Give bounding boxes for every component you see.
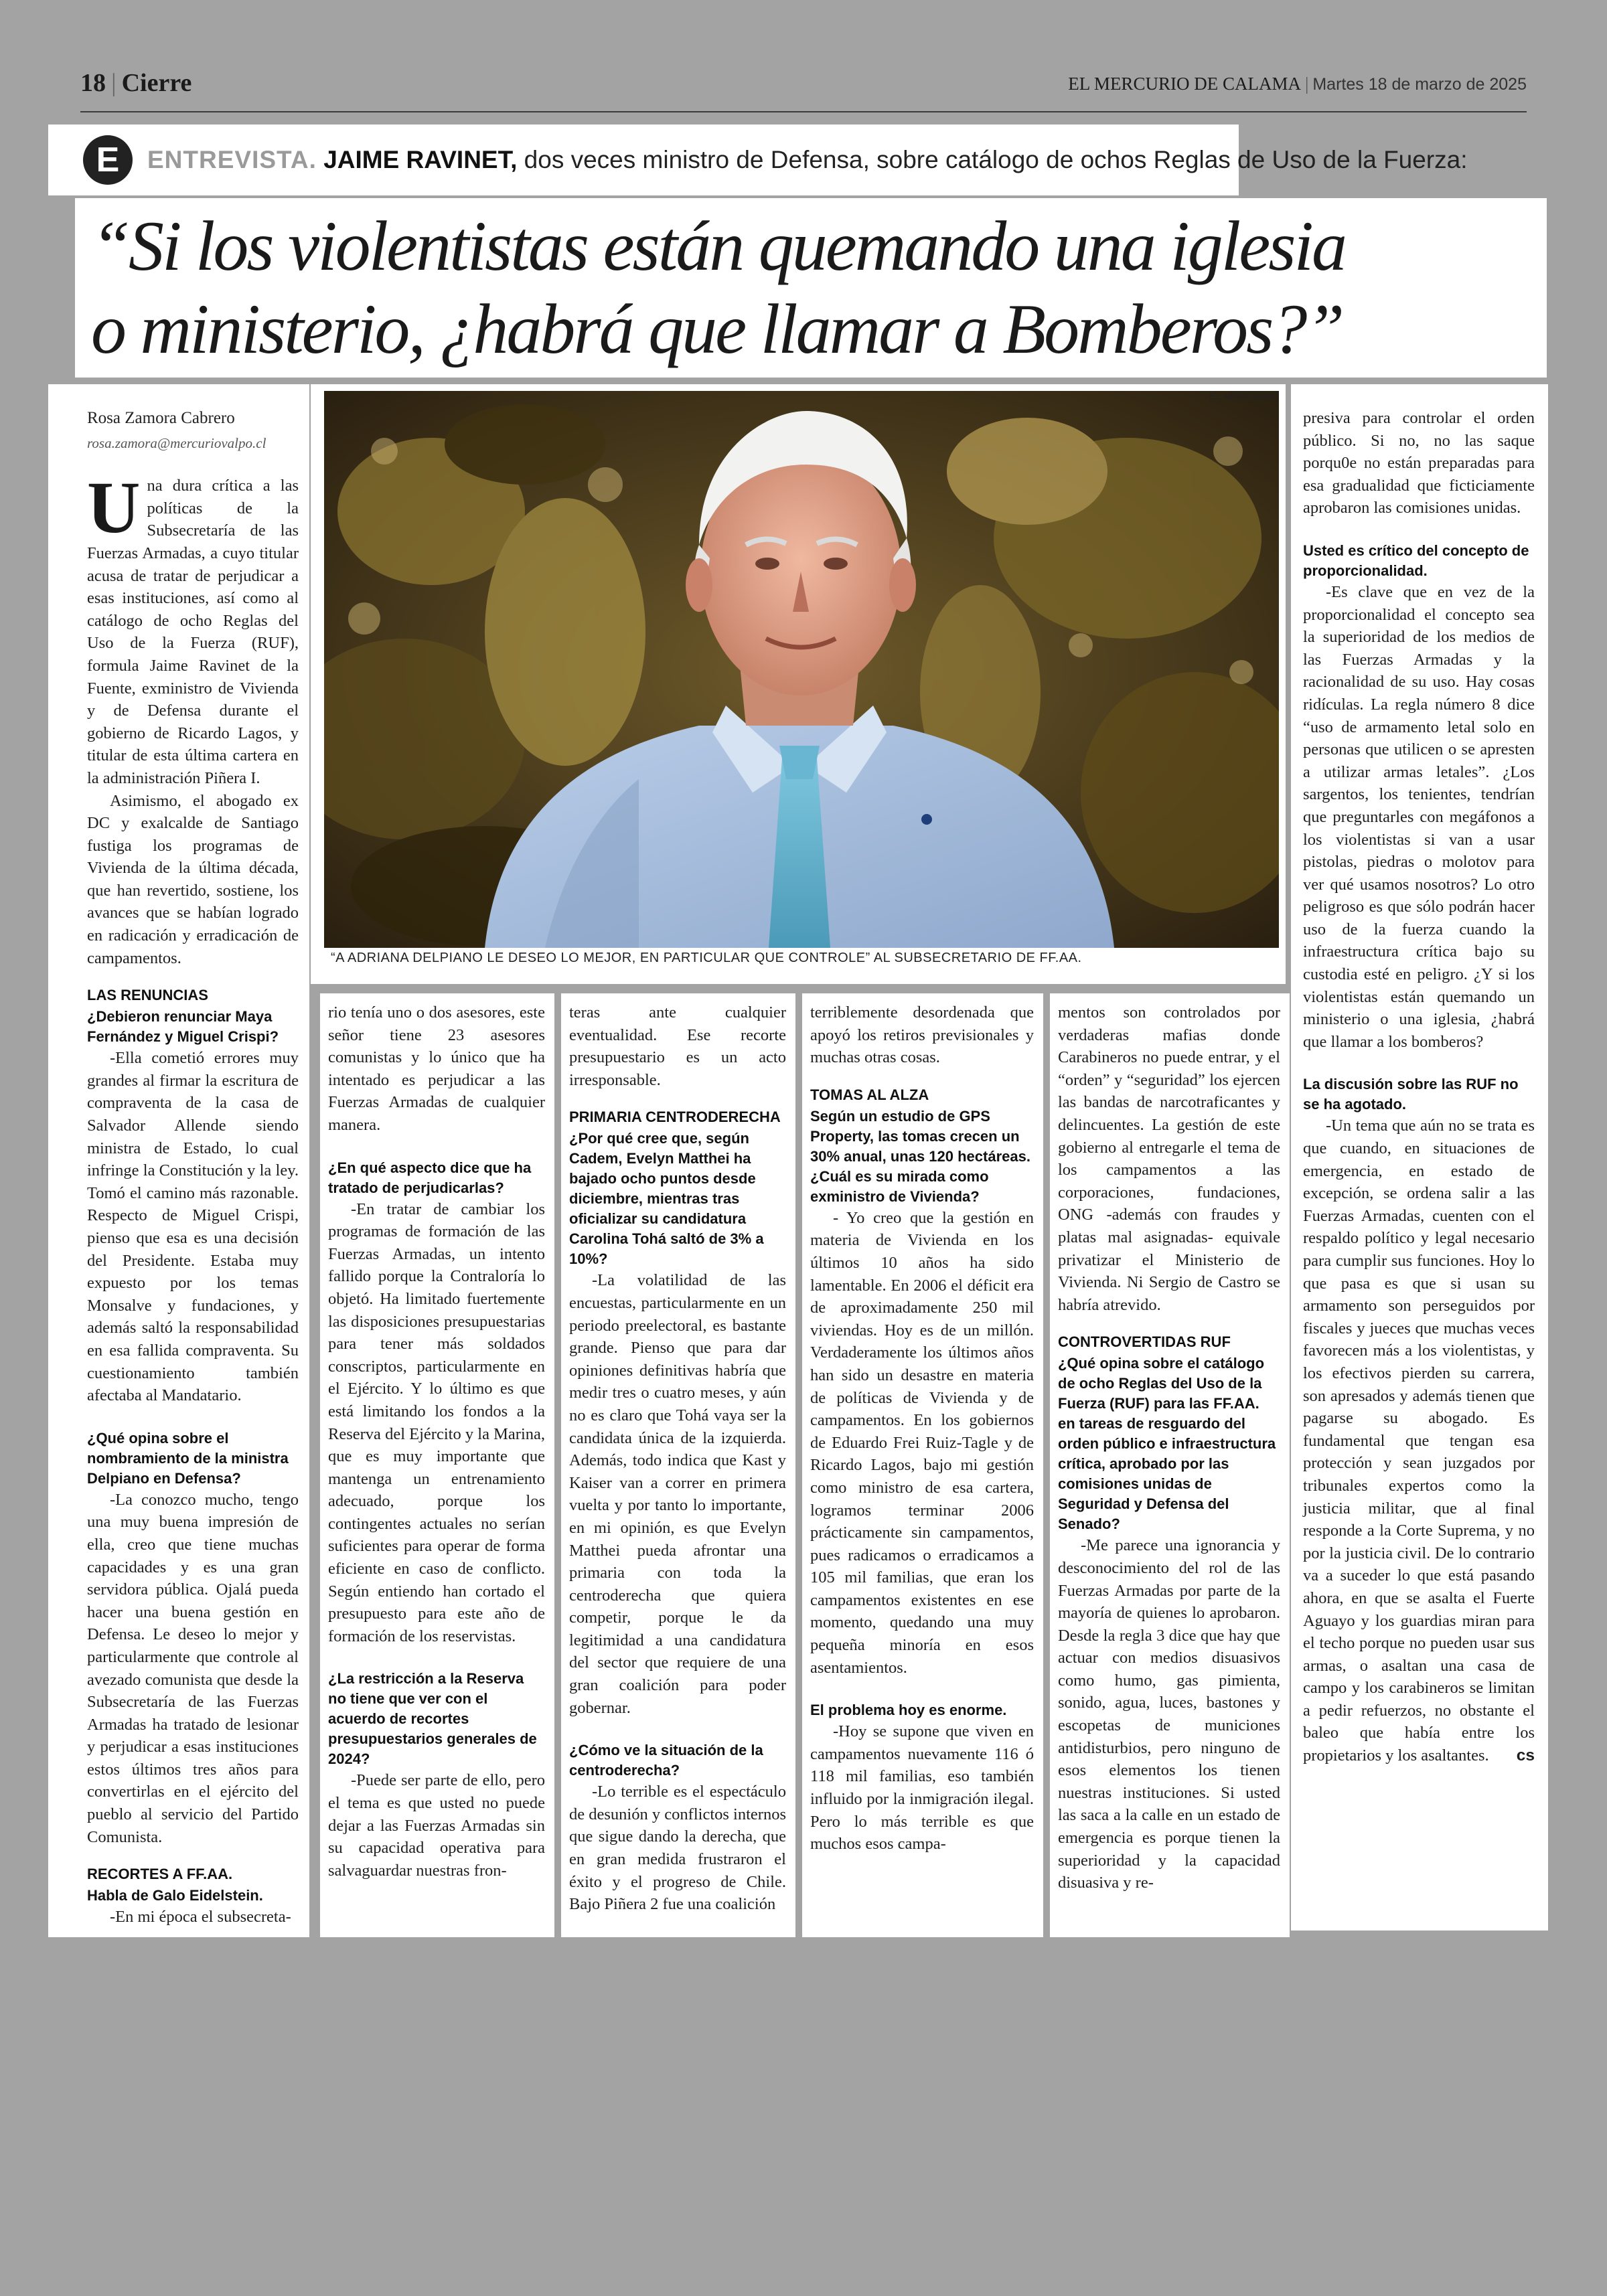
answer: -En tratar de cambiar los programas de formación de las Fuerzas Armadas, un intento fallido porque la Contraloría lo objetó. Ha limitado fuertemente las disposiciones presupuestarias para tener más soldados conscriptos, particularmente en el Ejército. Y lo último es que está limitando los fondos a la Reserva del Ejército y la Marina, que es muy importante que mantenga un entrenamiento adecuado, porque los contingentes actuales no serían suficientes para operar de forma eficiente en caso de conflicto. Según entiendo han cortado el presupuesto para este año de formación de los reservistas.	[328, 1200, 545, 1645]
answer: -Puede ser parte de ello, pero el tema es que usted no puede dejar a las Fuerzas Armadas sin su capacidad operativa para salvaguardar nuestras fron-	[328, 1771, 545, 1880]
paragraph: Asimismo, el abogado ex DC y exalcalde de Santiago fustiga los programas de Vivienda de la última década, que han revertido, sostiene, los avances que se habían logrado en radicación y erradicación de campamentos.	[87, 791, 299, 967]
paragraph: presiva para controlar el orden público. Si no, no las saque porqu0e no están preparadas para esa gradualidad que ficticiamente aprobaron las comisiones unidas.	[1303, 409, 1535, 517]
subheading: LAS RENUNCIAS	[87, 987, 208, 1004]
question: Habla de Galo Eidelstein.	[87, 1887, 263, 1904]
answer-text: -Un tema que aún no se trata es que cuando, en situaciones de emergencia, en estado de excepción, se ordena salir a las Fuerzas Armadas, cuenten con el respaldo político y legal necesario para cumplir sus funciones. Hoy lo que pasa es que si usan su armamento son perseguidos por fiscales y jueces que muchas veces favorecen más a los violentistas, y los efectivos pierden su carrera, son apresados y además tienen que pagarse su abogado. Es fundamental que tengan esa protección y sean juzgados por tribunales expertos como la justicia militar, que al final responde a la Corte Suprema, y no por la justicia civil. De lo contrario va a suceder lo que está pasando ahora, en que se asalta el Fuerte Aguayo y los guardias miran para el techo porque no pueden usar sus armas, o asaltan una casa de campo y los carabineros se limitan a pedir refuerzos, no obstante el baleo que había entre los propietarios y los asaltantes.	[1303, 1117, 1535, 1765]
column-1	[48, 384, 309, 1937]
subheading: TOMAS AL ALZA	[810, 1086, 929, 1103]
answer: -Hoy se supone que viven en campamentos nuevamente 116 ó 118 mil familias, eso también influido por la inmigración ilegal. Pero lo más terrible es que muchos esos campa-	[810, 1722, 1034, 1854]
interview-badge-icon: E	[83, 135, 133, 185]
answer: -Lo terrible es el espectáculo de desunión y conflictos internos que sigue dando la derecha, que en gran medida frustraron el éxito y el progreso de Chile. Bajo Piñera 2 fue una coalición	[569, 1783, 786, 1914]
question: ¿Qué opina sobre el catálogo de ocho Reglas del Uso de la Fuerza (RUF) para las FF.AA. en tareas de resguardo del orden público e infraestructura crítica, aprobado por las comisiones unidas de Seguridad y Defensa del Senado?	[1058, 1355, 1276, 1533]
kicker-interviewee: JAIME RAVINET,	[323, 146, 518, 173]
end-mark-icon: cs	[1516, 1746, 1535, 1765]
question: ¿Cómo ve la situación de la centroderecha?	[569, 1742, 763, 1779]
kicker-text	[147, 146, 1468, 174]
paragraph: rio tenía uno o dos asesores, este señor tiene 23 asesores comunistas y lo único que ha intentado es perjudicar a las Fuerzas Armadas de cualquier manera.	[328, 1003, 545, 1134]
headline	[75, 198, 1547, 378]
column-4	[802, 993, 1043, 1937]
question: ¿Debieron renunciar Maya Fernández y Miguel Crispi?	[87, 1008, 279, 1046]
question: ¿En qué aspecto dice que ha tratado de perjudicarlas?	[328, 1159, 532, 1196]
header-rule	[80, 111, 1527, 112]
answer	[1303, 1115, 1535, 1767]
answer: -Ella cometió errores muy grandes al firmar la escritura de compraventa de la casa de Salvador Allende siendo ministra de Estado, lo cual infringe la Constitución y la ley. Tomó el camino más razonable. Respecto de Miguel Crispi, pienso que esa es una decisión del Presidente. Estaba muy expuesto por los temas Monsalve y fundaciones, y además saltó la responsabilidad en esa fallida compraventa. Su cuestionamiento también afectaba al Mandatario.	[87, 1049, 299, 1405]
page-header	[80, 64, 1527, 111]
headline-line-2: o ministerio, ¿habrá que llamar a Bomberos?”	[91, 290, 1343, 368]
paragraph: teras ante cualquier eventualidad. Ese recorte presupuestario es un acto irresponsable.	[569, 1003, 786, 1089]
section-name: Cierre	[121, 69, 192, 97]
paragraph: mentos son controlados por verdaderas mafias donde Carabineros no puede entrar, y el “orden” y “seguridad” los ejercen las bandas de narcotraficantes y delincuentes. La gestión de este gobierno al entregarle el tema de los campamentos a las corporaciones, fundaciones, ONG -además con fraudes y platas mal asignadas- equivale privatizar el Ministerio de Vivienda. Ni Sergio de Castro se habría atrevido.	[1058, 1003, 1280, 1314]
column-3	[561, 993, 795, 1937]
publication-date: Martes 18 de marzo de 2025	[1312, 75, 1527, 94]
answer: -En mi época el subsecreta-	[110, 1908, 291, 1926]
column-5	[1050, 993, 1290, 1937]
page-section-label: 18 | Cierre	[80, 69, 192, 97]
question: Usted es crítico del concepto de proporcionalidad.	[1303, 542, 1529, 579]
headline-line-1: “Si los violentistas están quemando una iglesia	[91, 207, 1345, 285]
column-6	[1291, 384, 1548, 1931]
byline-email: rosa.zamora@mercuriovalpo.cl	[87, 434, 266, 451]
question: Según un estudio de GPS Property, las tomas crecen un 30% anual, unas 120 hectáreas. ¿Cuál es su mirada como exministro de Vivienda?	[810, 1107, 1030, 1205]
column-2	[320, 993, 554, 1937]
page-number: 18	[80, 69, 106, 97]
paragraph: terriblemente desordenada que apoyó los retiros previsionales y muchas otras cosas.	[810, 1003, 1034, 1067]
kicker-description: dos veces ministro de Defensa, sobre catálogo de ochos Reglas de Uso de la Fuerza:	[517, 146, 1468, 173]
subheading: CONTROVERTIDAS RUF	[1058, 1333, 1231, 1351]
question: ¿La restricción a la Reserva no tiene que ver con el acuerdo de recortes presupuestarios generales de 2024?	[328, 1670, 537, 1768]
byline-author: Rosa Zamora Cabrero	[87, 409, 235, 427]
question: ¿Qué opina sobre el nombramiento de la ministra Delpiano en Defensa?	[87, 1429, 289, 1487]
subheading: RECORTES A FF.AA.	[87, 1866, 233, 1883]
answer: - Yo creo que la gestión en materia de Vivienda en los últimos 10 años ha sido lamentable. En 2006 el déficit era de aproximadamente 250 mil viviendas. Hoy es de un millón. Verdaderamente los últimos años han sido un desastre en materia de políticas de Vivienda y de campamentos. En los gobiernos de Eduardo Frei Ruiz-Tagle y de Ricardo Lagos, bajo mi gestión como ministro de esa cartera, logramos terminar 2006 prácticamente sin campamentos, pues radicamos o erradicamos a 105 mil familias, que eran los campamentos existentes en ese momento, quedando una muy pequeña minoría en esos asentamientos.	[810, 1208, 1034, 1677]
answer: -Es clave que en vez de la proporcionalidad el concepto sea la superioridad de los medios de las Fuerzas Armadas y la racionalidad de su uso. Hay cosas ridículas. La regla número 8 dice “uso de armamento letal solo en personas que utilicen o se apresten a utilizar armas letales”. ¿Los sargentos, los tenientes, tendrían que preguntarles con megáfonos a los violentistas si van a usar pistolas, piedras o molotov para ver qué usamos nosotros? Lo otro peligroso es que sólo podrán hacer uso de la fuerza cuando la infraestructura crítica bajo su custodia esté en peligro. ¿Y si los violentistas están quemando un ministerio o una iglesia, ¿habrá que llamar a los bomberos?	[1303, 582, 1535, 1051]
answer: -La volatilidad de las encuestas, particularmente en un periodo preelectoral, es bastante grande. Pienso que para dar opiniones definitivas habría que medir tres o cuatro meses, y aún no es claro que Tohá vaya ser la candidata única de la izquierda. Además, todo indica que Kast y Kaiser van a correr en primera vuelta y por tanto lo importante, en mi opinión, es que Evelyn Matthei pueda afrontar una primaria con toda la centroderecha que quiera competir, porque le da legitimidad a una candidatura del sector que requiere de una gran coalición para poder gobernar.	[569, 1271, 786, 1717]
question: El problema hoy es enorme.	[810, 1702, 1007, 1719]
publication-dateline: EL MERCURIO DE CALAMA | Martes 18 de marzo de 2025	[1068, 74, 1527, 94]
answer: -Me parece una ignorancia y desconocimiento del rol de las Fuerzas Armadas por parte de la mayoría de quienes lo aprobaron. Desde la regla 3 dice que hay que actuar con medios disuasivos como humo, gas pimienta, sonido, agua, luces, bastones y escopetas de municiones antidisturbios, pero ninguno de esos elementos los tienen nuestras instituciones. Si usted las saca a la calle en un estado de emergencia es porque tienen la superioridad y la capacidad disuasiva y re-	[1058, 1536, 1280, 1892]
portrait-photo	[324, 391, 1279, 948]
subheading: PRIMARIA CENTRODERECHA	[569, 1109, 781, 1126]
lead-text: na dura crítica a las políticas de la Subsecretaría de las Fuerzas Armadas, a cuyo titular acusa de tratar de perjudicar a esas instituciones, así como al catálogo de ocho Reglas del Uso de la Fuerza (RUF), formula Jaime Ravinet de la Fuente, exministro de Vivienda y de Defensa durante el gobierno de Ricardo Lagos, y titular de esta última cartera en la administración Piñera I.	[87, 477, 299, 787]
photo-caption: “A ADRIANA DELPIANO LE DESEO LO MEJOR, EN PARTICULAR QUE CONTROLE” AL SUBSECRETARIO DE FF.AA.	[331, 951, 1082, 965]
question: ¿Por qué cree que, según Cadem, Evelyn Matthei ha bajado ocho puntos desde diciembre, mientras tras oficializar su candidatura Carolina Tohá saltó de 3% a 10%?	[569, 1130, 764, 1268]
interview-kicker	[48, 125, 1468, 195]
answer: -La conozco mucho, tengo una muy buena impresión de ella, creo que tiene muchas capacidades y es una gran servidora pública. Ojalá pueda hacer una buena gestión en Defensa. Le deseo lo mejor y particularmente que controle al avezado comunista que desde la Subsecretaría de las Fuerzas Armadas ha tratado de lesionar y perjudicar a esas instituciones estos últimos tres años para convertirlas en el ejército del pueblo al servicio del Partido Comunista.	[87, 1490, 299, 1846]
lead-paragraph	[87, 467, 299, 789]
question: La discusión sobre las RUF no se ha agotado.	[1303, 1076, 1519, 1113]
photo-credit: EL MERCURIO	[1209, 391, 1279, 402]
drop-cap: U	[87, 467, 141, 549]
publication-name: EL MERCURIO DE CALAMA	[1068, 74, 1301, 94]
kicker-tag: ENTREVISTA.	[147, 146, 317, 173]
